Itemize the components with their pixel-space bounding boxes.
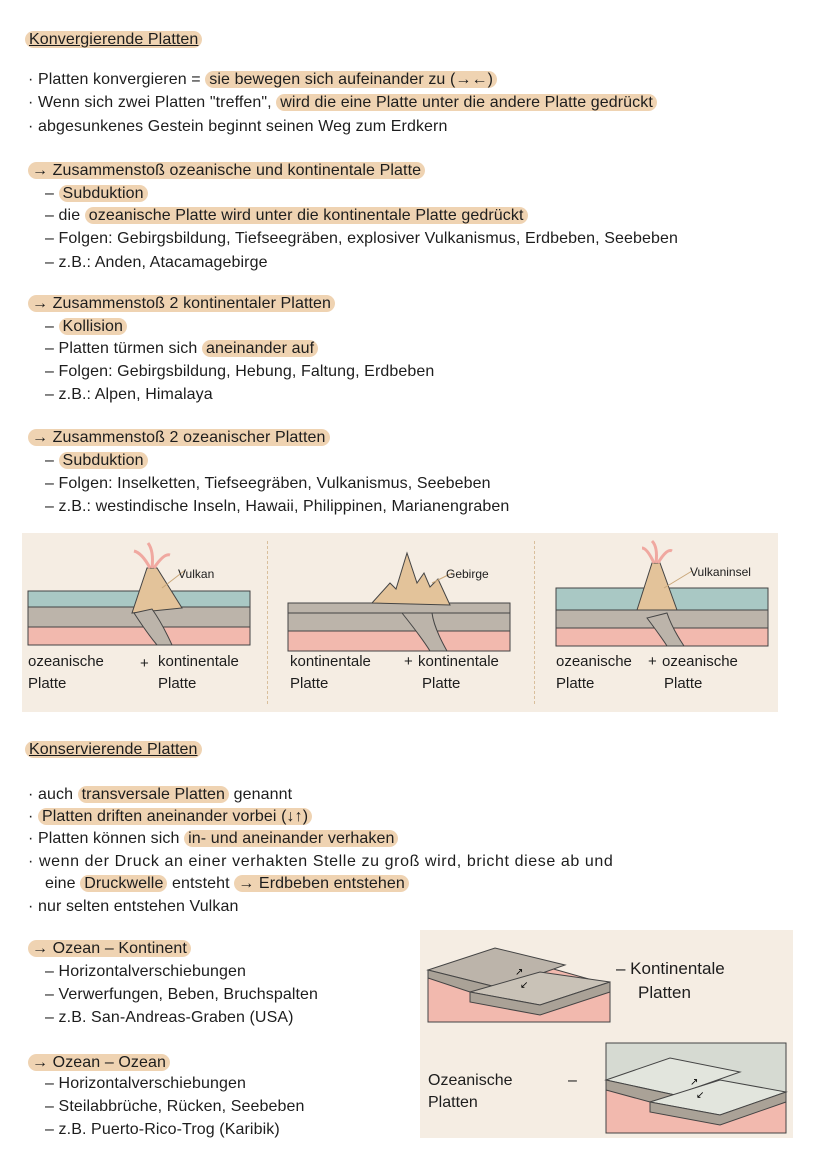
highlighted-text: wird die eine Platte unter die andere Platte gedrückt [276, 94, 657, 111]
note-line [45, 985, 318, 1005]
highlighted-text: Platten driften aneinander vorbei (↓↑) [38, 808, 312, 825]
highlighted-text: → Zusammenstoß 2 ozeanischer Platten [28, 429, 330, 446]
panel3-plus: + [648, 653, 657, 670]
convergent-diagrams [22, 533, 778, 712]
highlighted-text: Subduktion [59, 185, 148, 202]
text: – z.B. Puerto-Rico-Trog (Karibik) [45, 1121, 280, 1138]
ocean-ocean-diagram [556, 541, 768, 646]
text: · Platten können sich [28, 830, 185, 847]
text: · nur selten entstehen Vulkan [28, 898, 239, 915]
panel2-left-label: kontinentale [290, 653, 371, 670]
svg-text:↙: ↙ [696, 1090, 705, 1101]
highlighted-text: → Zusammenstoß ozeanische und kontinentale Platte [28, 162, 425, 179]
note-line [45, 317, 127, 337]
text: genannt [229, 786, 293, 803]
note-line [28, 93, 657, 113]
panel3-left-label-2: Platte [556, 675, 595, 692]
panel1-left-label-2: Platte [28, 675, 67, 692]
panel1-right-label-2: Platte [158, 675, 197, 692]
highlighted-text: Druckwelle [80, 875, 167, 892]
text: – z.B.: westindische Inseln, Hawaii, Philippinen, Marianengraben [45, 498, 510, 515]
svg-text:↙: ↙ [520, 980, 529, 991]
highlighted-text: Kollision [59, 318, 128, 335]
volcano-label: Vulkan [178, 567, 215, 581]
note-line [45, 206, 528, 226]
note-line [45, 874, 409, 894]
note-line [28, 897, 238, 917]
note-line [28, 117, 447, 137]
panel2-left-label-2: Platte [290, 675, 329, 692]
panel3-right-label-2: Platte [664, 675, 703, 692]
subsection-heading [28, 1053, 170, 1073]
text: – [45, 185, 59, 202]
subsection-heading [28, 939, 191, 959]
text: – die [45, 207, 85, 224]
note-line [45, 451, 148, 471]
highlighted-text: → Ozean – Ozean [28, 1054, 170, 1071]
highlighted-text: ozeanische Platte wird unter die kontinentale Platte gedrückt [85, 207, 528, 224]
oceanic-plates-diagram [606, 1043, 786, 1133]
oceanic-plates-label: Ozeanische [428, 1072, 513, 1089]
text: – z.B.: Anden, Atacamagebirge [45, 254, 268, 271]
note-line [28, 70, 497, 90]
section-title [25, 740, 202, 760]
note-line [28, 807, 312, 827]
transform-diagrams [420, 930, 793, 1138]
highlighted-text: transversale Platten [78, 786, 229, 803]
panel3-left-label: ozeanische [556, 653, 632, 670]
note-line [45, 1097, 304, 1117]
continental-plates-label-2: Platten [638, 983, 691, 1002]
oceanic-plates-label-2: Platten [428, 1094, 478, 1111]
text: – [45, 318, 59, 335]
note-line [45, 339, 318, 359]
highlighted-text: aneinander auf [202, 340, 318, 357]
section-title [25, 30, 202, 50]
panel2-right-label-2: Platte [422, 675, 461, 692]
note-line [45, 253, 268, 273]
text: entsteht [167, 875, 235, 892]
panel2-plus: + [404, 653, 413, 670]
continental-plates-label: – Kontinentale [616, 959, 725, 978]
text: – z.B.: Alpen, Himalaya [45, 386, 213, 403]
highlighted-text: in- und aneinander verhaken [184, 830, 398, 847]
highlighted-text: sie bewegen sich aufeinander zu (→←) [205, 71, 497, 88]
note-line [45, 474, 491, 494]
volcanic-island-label: Vulkaninsel [690, 565, 751, 579]
text: – Folgen: Gebirgsbildung, Tiefseegräben, explosiver Vulkanismus, Erdbeben, Seebeben [45, 230, 678, 247]
note-line [45, 229, 678, 249]
text: – Verwerfungen, Beben, Bruchspalten [45, 986, 319, 1003]
svg-text:↗: ↗ [515, 967, 524, 978]
continental-plates-diagram [428, 948, 610, 1022]
text: – Steilabbrüche, Rücken, Seebeben [45, 1098, 305, 1115]
text: · wenn der Druck an einer verhakten Stelle zu groß wird, bricht diese ab und [28, 853, 614, 870]
ocean-continent-diagram [28, 543, 250, 645]
note-line [45, 385, 213, 405]
text: · [28, 808, 38, 825]
highlighted-text: → Zusammenstoß 2 kontinentaler Platten [28, 295, 335, 312]
note-line [45, 362, 434, 382]
text: · abgesunkenes Gestein beginnt seinen Weg zum Erdkern [28, 118, 448, 135]
note-line [45, 1120, 280, 1140]
note-line [28, 785, 292, 805]
panel2-right-label: kontinentale [418, 653, 499, 670]
text: eine [45, 875, 81, 892]
text: – Horizontalverschiebungen [45, 1075, 246, 1092]
note-line [45, 497, 509, 517]
note-line [28, 852, 613, 872]
panel1-left-label: ozeanische [28, 653, 104, 670]
text: – [45, 452, 59, 469]
text: · Wenn sich zwei Platten "treffen", [28, 94, 277, 111]
subsection-heading [28, 294, 335, 314]
panel3-right-label: ozeanische [662, 653, 738, 670]
text: · Platten konvergieren = [28, 71, 206, 88]
note-line [45, 1008, 294, 1028]
text: – z.B. San-Andreas-Graben (USA) [45, 1009, 294, 1026]
subsection-heading [28, 161, 425, 181]
highlighted-text: Konvergierende Platten [25, 31, 202, 48]
subsection-heading [28, 428, 330, 448]
text: – Horizontalverschiebungen [45, 963, 246, 980]
note-line [45, 1074, 246, 1094]
highlighted-text: Konservierende Platten [25, 741, 202, 758]
highlighted-text: → Ozean – Kontinent [28, 940, 191, 957]
text: – Folgen: Inselketten, Tiefseegräben, Vulkanismus, Seebeben [45, 475, 491, 492]
note-line [45, 962, 246, 982]
highlighted-text: → Erdbeben entstehen [234, 875, 409, 892]
panel1-plus: + [140, 655, 149, 672]
panel1-right-label: kontinentale [158, 653, 239, 670]
mountain-label: Gebirge [446, 567, 489, 581]
oceanic-plates-dash: – [568, 1072, 577, 1089]
text: – Folgen: Gebirgsbildung, Hebung, Faltung, Erdbeben [45, 363, 435, 380]
text: – Platten türmen sich [45, 340, 202, 357]
svg-text:↗: ↗ [690, 1077, 699, 1088]
highlighted-text: Subduktion [59, 452, 148, 469]
note-line [45, 184, 148, 204]
text: · auch [28, 786, 78, 803]
note-line [28, 829, 398, 849]
